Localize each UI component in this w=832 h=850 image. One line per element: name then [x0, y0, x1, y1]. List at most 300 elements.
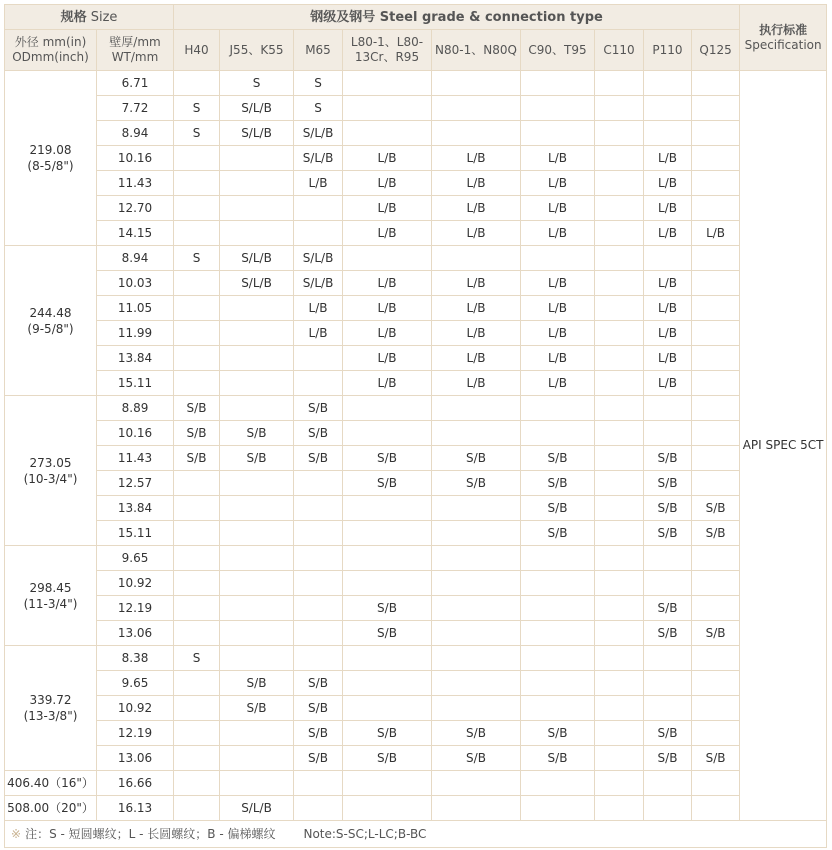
table-row — [5, 396, 827, 421]
wt-cell: 10.03 — [97, 271, 174, 296]
connection-cell — [692, 396, 740, 421]
connection-cell — [220, 221, 294, 246]
connection-cell: S/B — [692, 621, 740, 646]
connection-cell — [692, 721, 740, 746]
connection-cell — [692, 196, 740, 221]
connection-cell — [692, 571, 740, 596]
connection-cell — [692, 171, 740, 196]
connection-cell — [174, 471, 220, 496]
connection-cell: L/B — [343, 296, 432, 321]
connection-cell: S/L/B — [294, 146, 343, 171]
connection-cell — [692, 421, 740, 446]
connection-cell — [595, 321, 644, 346]
connection-cell — [595, 446, 644, 471]
connection-cell — [692, 546, 740, 571]
connection-cell: S/B — [432, 446, 521, 471]
table-row — [5, 471, 827, 496]
wt-cell: 9.65 — [97, 546, 174, 571]
connection-cell — [220, 721, 294, 746]
grade-column-header: J55、K55 — [220, 30, 294, 71]
connection-cell: L/B — [432, 196, 521, 221]
od-inch: (13-3/8") — [23, 709, 78, 723]
connection-cell: S/L/B — [220, 121, 294, 146]
connection-cell — [432, 646, 521, 671]
connection-cell: S/B — [220, 421, 294, 446]
wt-cell: 12.70 — [97, 196, 174, 221]
od-inch: (10-3/4") — [23, 471, 78, 486]
connection-cell: S — [294, 71, 343, 96]
connection-cell — [174, 321, 220, 346]
table-row — [5, 371, 827, 396]
steel-grade-table-container — [4, 4, 826, 848]
connection-cell: L/B — [343, 221, 432, 246]
connection-cell — [294, 221, 343, 246]
note-zh: 注：S - 短圆螺纹；L - 长圆螺纹；B - 偏梯螺纹 — [25, 826, 276, 841]
connection-cell — [220, 546, 294, 571]
wt-cell: 15.11 — [97, 371, 174, 396]
connection-cell — [220, 296, 294, 321]
connection-cell: S/B — [521, 471, 595, 496]
connection-cell: L/B — [521, 296, 595, 321]
connection-cell: S/B — [644, 496, 692, 521]
connection-cell: S — [174, 646, 220, 671]
connection-cell — [343, 796, 432, 821]
connection-cell: S/B — [644, 596, 692, 621]
connection-cell — [521, 621, 595, 646]
connection-cell — [432, 496, 521, 521]
connection-cell — [220, 196, 294, 221]
connection-cell: S/B — [343, 471, 432, 496]
connection-cell — [174, 596, 220, 621]
connection-cell — [595, 96, 644, 121]
table-row — [5, 296, 827, 321]
grade-column-header: C110 — [595, 30, 644, 71]
connection-cell — [174, 171, 220, 196]
connection-cell — [692, 596, 740, 621]
connection-cell — [595, 696, 644, 721]
od-cell — [5, 546, 97, 646]
grade-column-header: C90、T95 — [521, 30, 595, 71]
connection-cell: S/B — [343, 446, 432, 471]
connection-cell: S/B — [343, 746, 432, 771]
connection-cell — [521, 571, 595, 596]
connection-cell — [521, 696, 595, 721]
connection-cell — [595, 521, 644, 546]
connection-cell: L/B — [521, 346, 595, 371]
connection-cell — [644, 546, 692, 571]
connection-cell — [692, 346, 740, 371]
connection-cell — [343, 396, 432, 421]
od-mm: 508.00（20"） — [7, 801, 94, 815]
wt-cell: 12.19 — [97, 721, 174, 746]
table-row — [5, 246, 827, 271]
connection-cell — [343, 696, 432, 721]
connection-cell: L/B — [343, 171, 432, 196]
wt-cell: 15.11 — [97, 521, 174, 546]
od-cell — [5, 71, 97, 246]
connection-cell: S/B — [343, 721, 432, 746]
connection-cell — [521, 596, 595, 621]
connection-cell — [595, 396, 644, 421]
connection-cell: L/B — [432, 296, 521, 321]
connection-cell — [644, 771, 692, 796]
od-inch: (11-3/4") — [23, 596, 78, 611]
connection-cell: S/B — [521, 721, 595, 746]
connection-cell — [174, 271, 220, 296]
connection-cell — [432, 396, 521, 421]
table-row — [5, 721, 827, 746]
od-mm: 339.72 — [29, 693, 72, 707]
connection-cell: S/B — [692, 496, 740, 521]
connection-cell: S/L/B — [294, 246, 343, 271]
connection-cell — [174, 671, 220, 696]
connection-cell: L/B — [294, 321, 343, 346]
connection-cell: S/B — [343, 596, 432, 621]
connection-cell — [521, 671, 595, 696]
connection-cell — [174, 771, 220, 796]
connection-cell: S/B — [294, 696, 343, 721]
connection-cell — [220, 521, 294, 546]
connection-cell — [343, 496, 432, 521]
connection-cell — [595, 246, 644, 271]
od-mm: 244.48 — [29, 305, 72, 320]
connection-cell — [174, 796, 220, 821]
connection-cell: S/B — [294, 446, 343, 471]
connection-cell: S/B — [174, 396, 220, 421]
connection-cell — [174, 496, 220, 521]
connection-cell — [343, 121, 432, 146]
connection-cell: L/B — [644, 371, 692, 396]
connection-cell — [343, 671, 432, 696]
connection-cell — [174, 621, 220, 646]
table-row — [5, 196, 827, 221]
od-mm: 406.40（16"） — [7, 776, 94, 790]
connection-cell — [343, 771, 432, 796]
connection-cell — [595, 596, 644, 621]
connection-cell — [595, 171, 644, 196]
connection-cell: L/B — [521, 196, 595, 221]
connection-cell: S — [174, 246, 220, 271]
connection-cell — [521, 71, 595, 96]
connection-cell — [692, 296, 740, 321]
connection-cell: S/B — [432, 721, 521, 746]
connection-cell — [174, 746, 220, 771]
connection-cell — [644, 246, 692, 271]
od-inch: (9-5/8") — [27, 321, 74, 336]
connection-cell: L/B — [343, 371, 432, 396]
wt-cell: 8.38 — [97, 646, 174, 671]
wt-cell: 10.92 — [97, 696, 174, 721]
connection-cell — [595, 196, 644, 221]
wt-cell: 13.84 — [97, 496, 174, 521]
connection-cell — [595, 771, 644, 796]
connection-cell — [174, 721, 220, 746]
connection-cell: L/B — [644, 296, 692, 321]
connection-cell: L/B — [521, 171, 595, 196]
connection-cell: S/B — [644, 721, 692, 746]
wt-cell: 8.89 — [97, 396, 174, 421]
connection-cell — [432, 771, 521, 796]
table-row — [5, 771, 827, 796]
connection-cell — [220, 596, 294, 621]
table-row — [5, 71, 827, 96]
connection-cell — [432, 71, 521, 96]
connection-cell — [174, 296, 220, 321]
size-header-en: Size — [90, 9, 118, 25]
connection-cell: S/B — [294, 721, 343, 746]
wt-cell: 10.16 — [97, 146, 174, 171]
connection-cell — [294, 571, 343, 596]
connection-cell — [692, 646, 740, 671]
connection-cell: S/B — [294, 746, 343, 771]
connection-cell — [595, 721, 644, 746]
wt-cell: 6.71 — [97, 71, 174, 96]
connection-cell: S/B — [174, 446, 220, 471]
connection-cell: S/B — [294, 396, 343, 421]
wt-cell: 11.99 — [97, 321, 174, 346]
table-row — [5, 671, 827, 696]
connection-cell — [294, 496, 343, 521]
connection-cell: L/B — [692, 221, 740, 246]
connection-cell — [432, 671, 521, 696]
connection-cell: L/B — [343, 346, 432, 371]
connection-cell — [294, 596, 343, 621]
connection-cell — [692, 696, 740, 721]
connection-cell: L/B — [521, 271, 595, 296]
connection-cell: L/B — [644, 346, 692, 371]
connection-cell: L/B — [644, 146, 692, 171]
connection-cell — [644, 696, 692, 721]
connection-cell — [343, 521, 432, 546]
specification-cell: API SPEC 5CT — [740, 71, 827, 821]
connection-cell — [521, 771, 595, 796]
connection-cell: S/B — [644, 746, 692, 771]
note-en: Note:S-SC;L-LC;B-BC — [303, 826, 427, 841]
table-row — [5, 596, 827, 621]
connection-cell: S/B — [432, 471, 521, 496]
connection-cell: S/B — [644, 521, 692, 546]
connection-cell — [595, 271, 644, 296]
connection-cell — [432, 796, 521, 821]
wt-column-header: 壁厚/mm WT/mm — [97, 30, 174, 71]
connection-cell — [595, 471, 644, 496]
od-cell — [5, 771, 97, 796]
connection-cell: L/B — [343, 271, 432, 296]
od-inch: (8-5/8") — [27, 159, 74, 173]
connection-cell: S — [174, 121, 220, 146]
connection-cell — [521, 646, 595, 671]
connection-cell — [432, 596, 521, 621]
od-mm: 298.45 — [29, 580, 72, 595]
grade-column-header: M65 — [294, 30, 343, 71]
table-row — [5, 796, 827, 821]
connection-cell — [432, 521, 521, 546]
footnote — [5, 821, 827, 848]
connection-cell — [294, 621, 343, 646]
connection-cell — [343, 246, 432, 271]
connection-cell: S/L/B — [294, 271, 343, 296]
connection-cell — [595, 221, 644, 246]
connection-cell — [294, 471, 343, 496]
wt-cell: 13.06 — [97, 621, 174, 646]
connection-cell: L/B — [521, 371, 595, 396]
connection-cell — [692, 796, 740, 821]
grade-column-header: Q125 — [692, 30, 740, 71]
table-row — [5, 221, 827, 246]
table-row — [5, 546, 827, 571]
connection-cell: L/B — [294, 296, 343, 321]
steel-grade-table — [4, 4, 827, 848]
grade-column-header: N80-1、N80Q — [432, 30, 521, 71]
connection-cell: S/B — [174, 421, 220, 446]
connection-cell — [174, 571, 220, 596]
connection-cell — [521, 546, 595, 571]
table-row — [5, 496, 827, 521]
grade-column-header: P110 — [644, 30, 692, 71]
connection-cell — [521, 246, 595, 271]
wt-cell: 8.94 — [97, 246, 174, 271]
connection-cell: S/B — [220, 446, 294, 471]
wt-cell: 9.65 — [97, 671, 174, 696]
table-body — [5, 71, 827, 821]
wt-cell: 7.72 — [97, 96, 174, 121]
connection-cell: S/L/B — [220, 271, 294, 296]
table-row — [5, 271, 827, 296]
grade-column-header: H40 — [174, 30, 220, 71]
connection-cell — [692, 671, 740, 696]
connection-cell — [644, 796, 692, 821]
connection-cell — [521, 796, 595, 821]
connection-cell — [174, 546, 220, 571]
connection-cell: L/B — [343, 321, 432, 346]
connection-cell: S/B — [521, 446, 595, 471]
connection-cell — [595, 496, 644, 521]
connection-cell — [595, 421, 644, 446]
wt-cell: 10.16 — [97, 421, 174, 446]
connection-cell — [521, 421, 595, 446]
connection-cell — [692, 271, 740, 296]
table-row — [5, 571, 827, 596]
connection-cell: S/B — [521, 496, 595, 521]
table-row — [5, 646, 827, 671]
grade-header: 钢级及钢号 Steel grade & connection type — [174, 5, 740, 30]
wt-cell: 8.94 — [97, 121, 174, 146]
connection-cell: L/B — [343, 146, 432, 171]
connection-cell: L/B — [343, 196, 432, 221]
connection-cell: S/B — [644, 471, 692, 496]
connection-cell — [644, 396, 692, 421]
wt-cell: 13.06 — [97, 746, 174, 771]
connection-cell: S/B — [220, 671, 294, 696]
connection-cell: S/L/B — [220, 246, 294, 271]
connection-cell — [432, 696, 521, 721]
grade-column-header: L80-1、L80-13Cr、R95 — [343, 30, 432, 71]
connection-cell — [692, 321, 740, 346]
connection-cell — [521, 96, 595, 121]
connection-cell: L/B — [432, 271, 521, 296]
connection-cell: S/B — [220, 696, 294, 721]
wt-cell: 13.84 — [97, 346, 174, 371]
connection-cell — [174, 221, 220, 246]
connection-cell — [644, 671, 692, 696]
connection-cell: S — [294, 96, 343, 121]
connection-cell — [220, 746, 294, 771]
connection-cell: L/B — [644, 221, 692, 246]
od-cell — [5, 246, 97, 396]
connection-cell — [174, 196, 220, 221]
connection-cell — [432, 246, 521, 271]
connection-cell: S/B — [521, 521, 595, 546]
connection-cell: L/B — [294, 171, 343, 196]
connection-cell: S/B — [294, 421, 343, 446]
connection-cell — [220, 771, 294, 796]
od-mm: 219.08 — [29, 143, 72, 157]
connection-cell — [432, 421, 521, 446]
connection-cell — [595, 71, 644, 96]
connection-cell — [692, 371, 740, 396]
connection-cell: S/B — [692, 521, 740, 546]
connection-cell — [174, 71, 220, 96]
table-row — [5, 146, 827, 171]
connection-cell — [220, 171, 294, 196]
wt-cell: 14.15 — [97, 221, 174, 246]
connection-cell: L/B — [432, 146, 521, 171]
connection-cell: L/B — [521, 221, 595, 246]
connection-cell: L/B — [644, 171, 692, 196]
connection-cell — [294, 196, 343, 221]
table-row — [5, 621, 827, 646]
table-row — [5, 171, 827, 196]
wt-cell: 16.66 — [97, 771, 174, 796]
table-row — [5, 696, 827, 721]
connection-cell — [595, 671, 644, 696]
connection-cell — [294, 771, 343, 796]
connection-cell — [692, 121, 740, 146]
connection-cell: S — [220, 71, 294, 96]
connection-cell — [644, 96, 692, 121]
connection-cell — [174, 346, 220, 371]
connection-cell: S/B — [432, 746, 521, 771]
connection-cell — [595, 371, 644, 396]
connection-cell — [294, 546, 343, 571]
connection-cell: L/B — [644, 271, 692, 296]
connection-cell — [174, 696, 220, 721]
connection-cell — [294, 521, 343, 546]
od-cell — [5, 796, 97, 821]
connection-cell — [432, 96, 521, 121]
table-row — [5, 421, 827, 446]
connection-cell — [692, 771, 740, 796]
connection-cell — [644, 121, 692, 146]
connection-cell — [692, 71, 740, 96]
connection-cell: S/L/B — [294, 121, 343, 146]
wt-cell: 12.19 — [97, 596, 174, 621]
connection-cell — [644, 71, 692, 96]
connection-cell — [595, 746, 644, 771]
connection-cell — [692, 446, 740, 471]
connection-cell: L/B — [432, 221, 521, 246]
connection-cell — [220, 646, 294, 671]
wt-cell: 10.92 — [97, 571, 174, 596]
table-row — [5, 96, 827, 121]
connection-cell — [432, 546, 521, 571]
wt-cell: 11.43 — [97, 446, 174, 471]
connection-cell — [595, 346, 644, 371]
connection-cell — [432, 571, 521, 596]
connection-cell — [595, 571, 644, 596]
connection-cell — [595, 621, 644, 646]
table-row — [5, 121, 827, 146]
